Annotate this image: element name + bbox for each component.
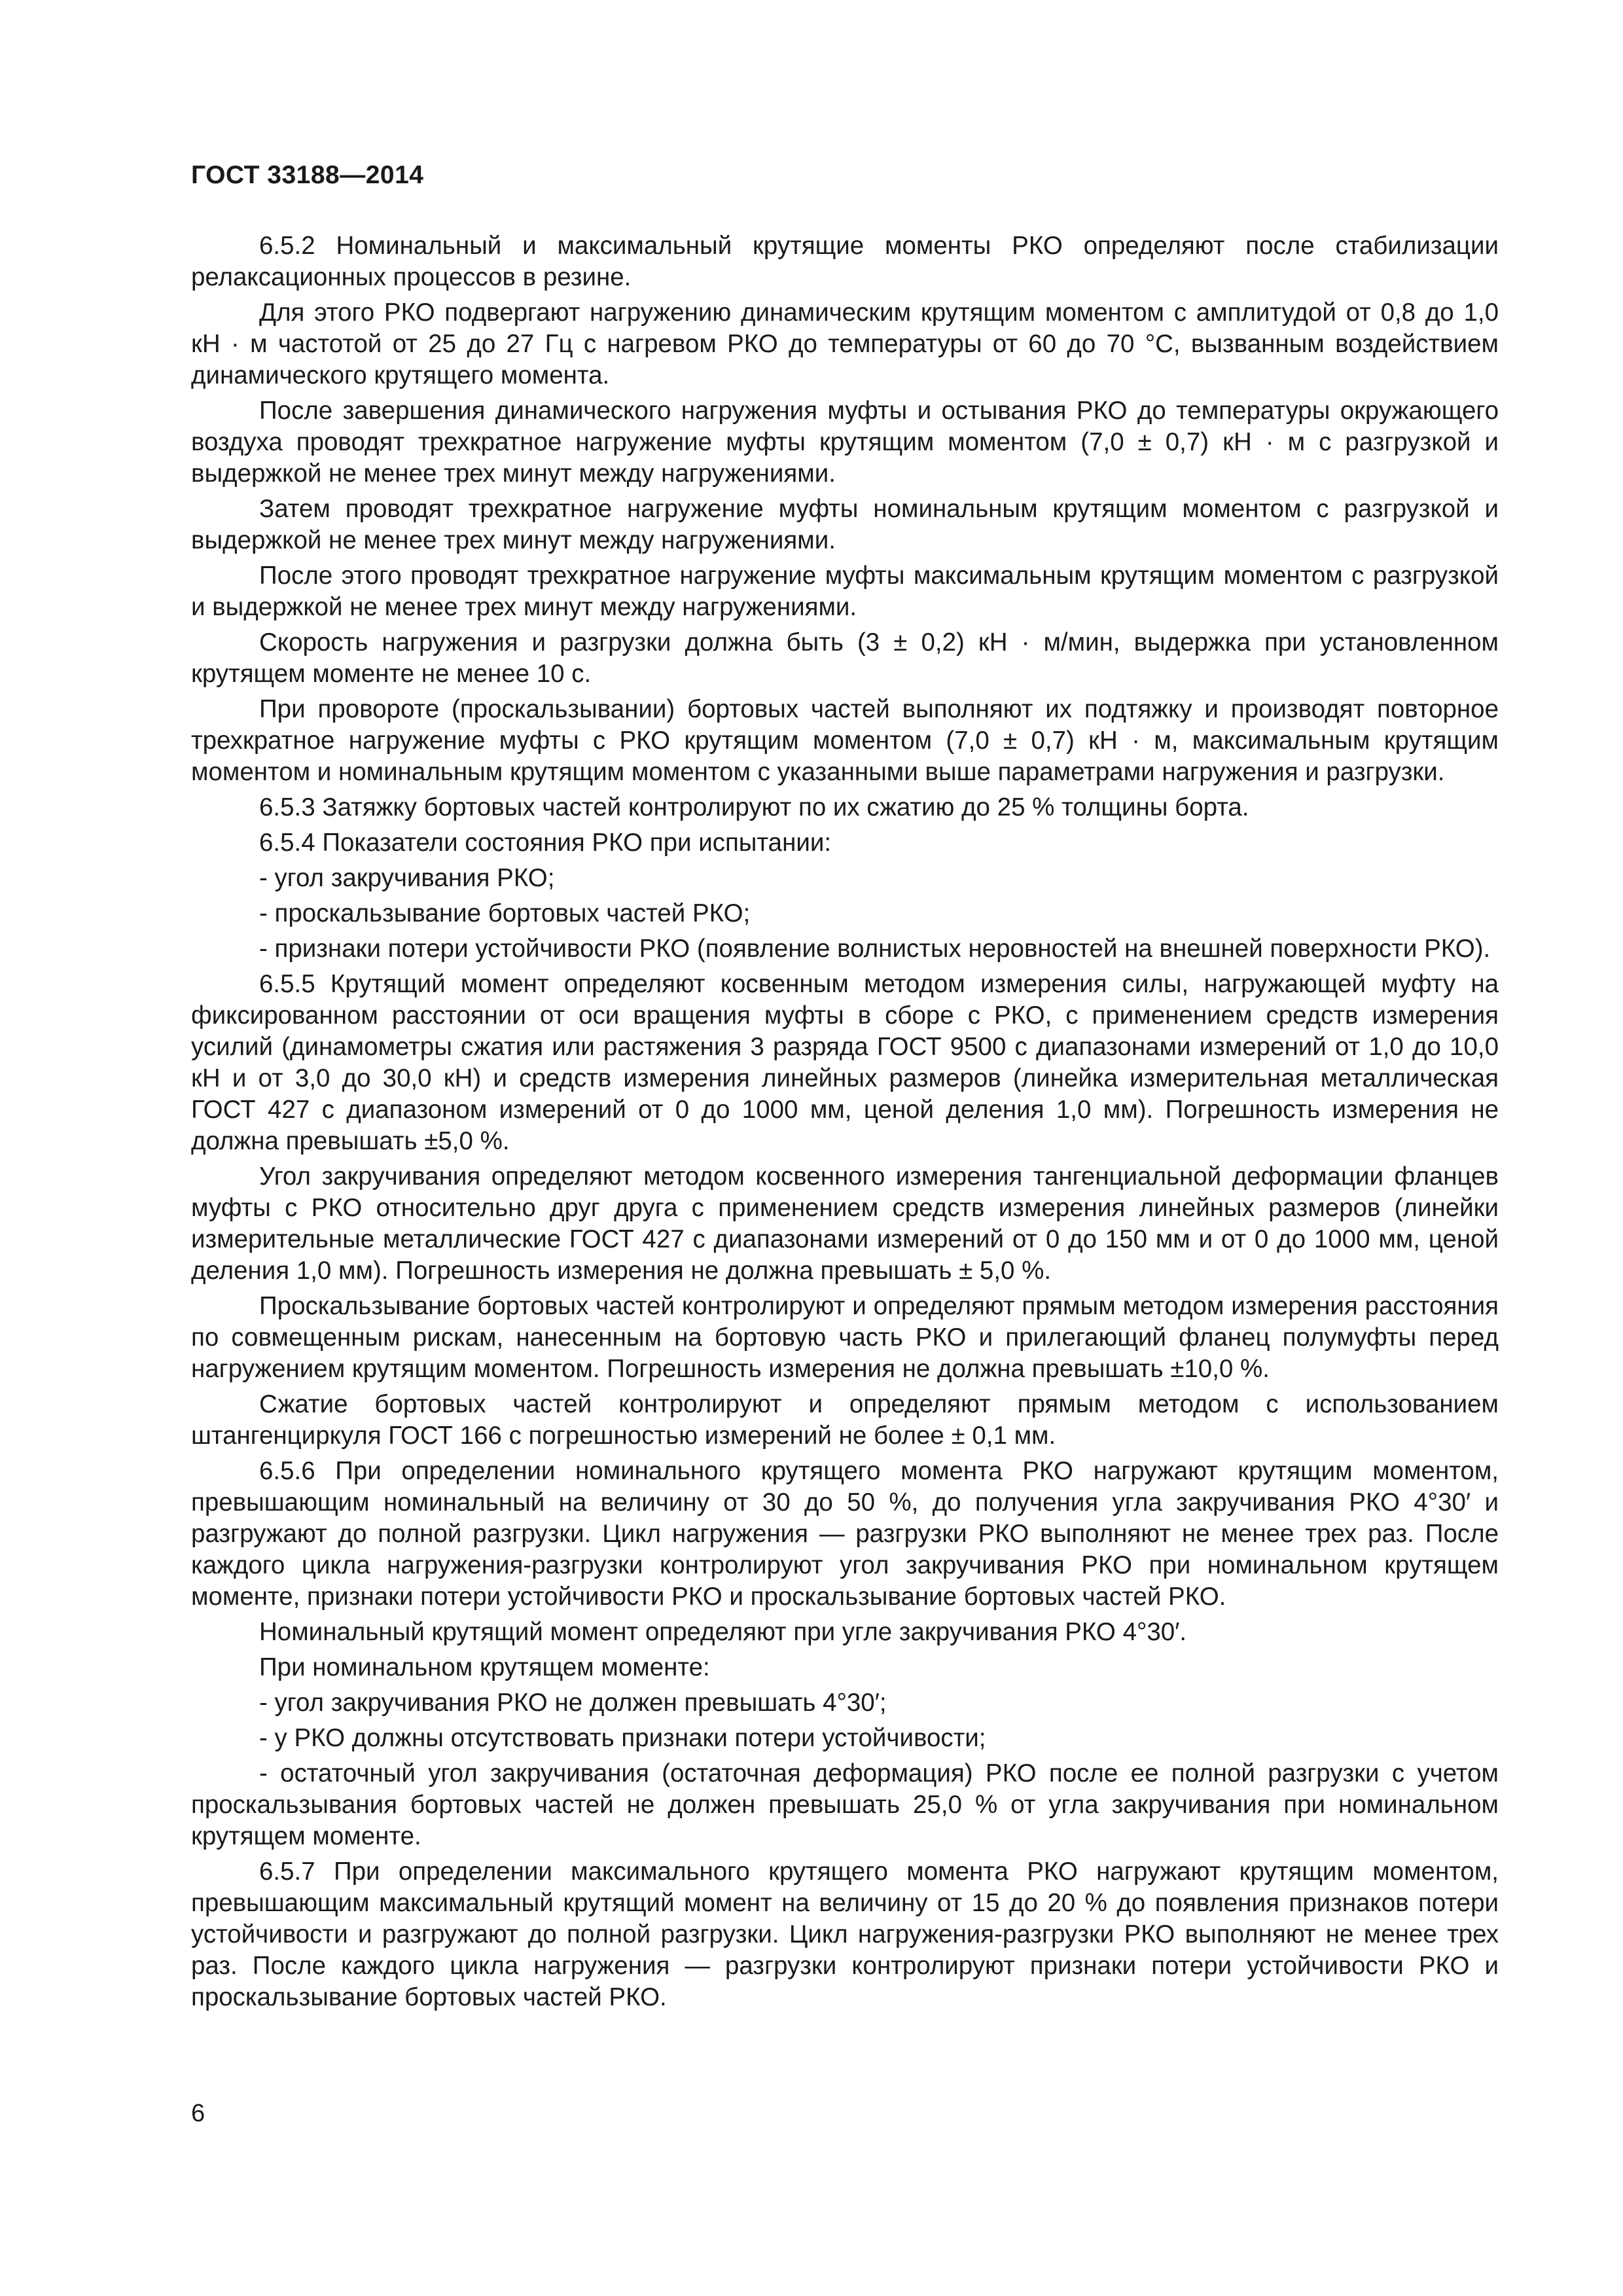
paragraph: 6.5.4 Показатели состояния РКО при испытании: <box>259 829 832 857</box>
document-body <box>191 230 1499 2017</box>
paragraph: 6.5.7 При определении максимального крутящего момента РКО нагружают крутящим моментом, превышающим максимальный крутящий момент на величину от 15 до 20 % до появления признаков потери устойчивости и разгружают до полной разгрузки. Цикл нагружения-разгрузки РКО выполняют не менее трех раз. После каждого цикла нагружения — разгрузки контролируют признаки потери устойчивости РКО и проскальзывание бортовых частей РКО. <box>191 1857 1499 2011</box>
paragraph: 6.5.2 Номинальный и максимальный крутящие моменты РКО определяют после стабилизации релаксационных процессов в резине. <box>191 232 1499 291</box>
paragraph: После завершения динамического нагружения муфты и остывания РКО до температуры окружающего воздуха проводят трехкратное нагружение муфты крутящим моментом (7,0 ± 0,7) кН · м с разгрузкой и выдержкой не менее трех минут между нагружениями. <box>191 397 1499 488</box>
list-item: - признаки потери устойчивости РКО (появление волнистых неровностей на внешней поверхности РКО). <box>259 935 1491 963</box>
document-designation: ГОСТ 33188—2014 <box>191 161 424 189</box>
list-item: - остаточный угол закручивания (остаточная деформация) РКО после ее полной разгрузки с учетом проскальзывания бортовых частей не должен превышать 25,0 % от угла закручивания при номинальном крутящем моменте. <box>191 1759 1499 1850</box>
paragraph: Для этого РКО подвергают нагружению динамическим крутящим моментом с амплитудой от 0,8 до 1,0 кН · м частотой от 25 до 27 Гц с нагревом РКО до температуры от 60 до 70 °С, вызванным воздействием динамического крутящего момента. <box>191 298 1499 389</box>
paragraph: 6.5.3 Затяжку бортовых частей контролируют по их сжатию до 25 % толщины борта. <box>259 793 1249 821</box>
paragraph: Угол закручивания определяют методом косвенного измерения тангенциальной деформации фланцев муфты с РКО относительно друг друга с применением средств измерения линейных размеров (линейки измерительные металлические ГОСТ 427 с диапазонами измерений от 0 до 150 мм и от 0 до 1000 мм, ценой деления 1,0 мм). Погрешность измерения не должна превышать ± 5,0 %. <box>191 1162 1499 1285</box>
list-item: - угол закручивания РКО; <box>259 864 555 892</box>
paragraph: Проскальзывание бортовых частей контролируют и определяют прямым методом измерения расстояния по совмещенным рискам, нанесенным на бортовую часть РКО и прилегающий фланец полумуфты перед нагружением крутящим моментом. Погрешность измерения не должна превышать ±10,0 %. <box>191 1292 1499 1383</box>
paragraph: 6.5.6 При определении номинального крутящего момента РКО нагружают крутящим моментом, превышающим номинальный на величину от 30 до 50 %, до получения угла закручивания РКО 4°30′ и разгружают до полной разгрузки. Цикл нагружения — разгрузки РКО выполняют не менее трех раз. После каждого цикла нагружения-разгрузки контролируют угол закручивания РКО при номинальном крутящем моменте, признаки потери устойчивости РКО и проскальзывание бортовых частей РКО. <box>191 1457 1499 1611</box>
paragraph: Номинальный крутящий момент определяют при угле закручивания РКО 4°30′. <box>259 1618 1187 1646</box>
paragraph: После этого проводят трехкратное нагружение муфты максимальным крутящим моментом с разгрузкой и выдержкой не менее трех минут между нагружениями. <box>191 562 1499 621</box>
paragraph: При номинальном крутящем моменте: <box>259 1653 710 1681</box>
paragraph: Сжатие бортовых частей контролируют и определяют прямым методом с использованием штангенциркуля ГОСТ 166 с погрешностью измерений не более ± 0,1 мм. <box>191 1390 1499 1450</box>
list-item: - у РКО должны отсутствовать признаки потери устойчивости; <box>259 1724 986 1752</box>
paragraph: Скорость нагружения и разгрузки должна быть (3 ± 0,2) кН · м/мин, выдержка при установленном крутящем моменте не менее 10 с. <box>191 628 1499 688</box>
paragraph: 6.5.5 Крутящий момент определяют косвенным методом измерения силы, нагружающей муфту на фиксированном расстоянии от оси вращения муфты в сборе с РКО, с применением средств измерения усилий (динамометры сжатия или растяжения 3 разряда ГОСТ 9500 с диапазонами измерений от 1,0 до 10,0 кН и от 3,0 до 30,0 кН) и средств измерения линейных размеров (линейка измерительная металлическая ГОСТ 427 с диапазоном измерений от 0 до 1000 мм, ценой деления 1,0 мм). Погрешность измерения не должна превышать ±5,0 %. <box>191 970 1499 1155</box>
paragraph: Затем проводят трехкратное нагружение муфты номинальным крутящим моментом с разгрузкой и выдержкой не менее трех минут между нагружениями. <box>191 495 1499 554</box>
list-item: - угол закручивания РКО не должен превышать 4°30′; <box>259 1689 887 1717</box>
paragraph: При провороте (проскальзывании) бортовых частей выполняют их подтяжку и производят повторное трехкратное нагружение муфты с РКО крутящим моментом (7,0 ± 0,7) кН · м, максимальным крутящим моментом и номинальным крутящим моментом с указанными выше параметрами нагружения и разгрузки. <box>191 695 1499 786</box>
page-number: 6 <box>191 2100 205 2127</box>
list-item: - проскальзывание бортовых частей РКО; <box>259 899 751 927</box>
